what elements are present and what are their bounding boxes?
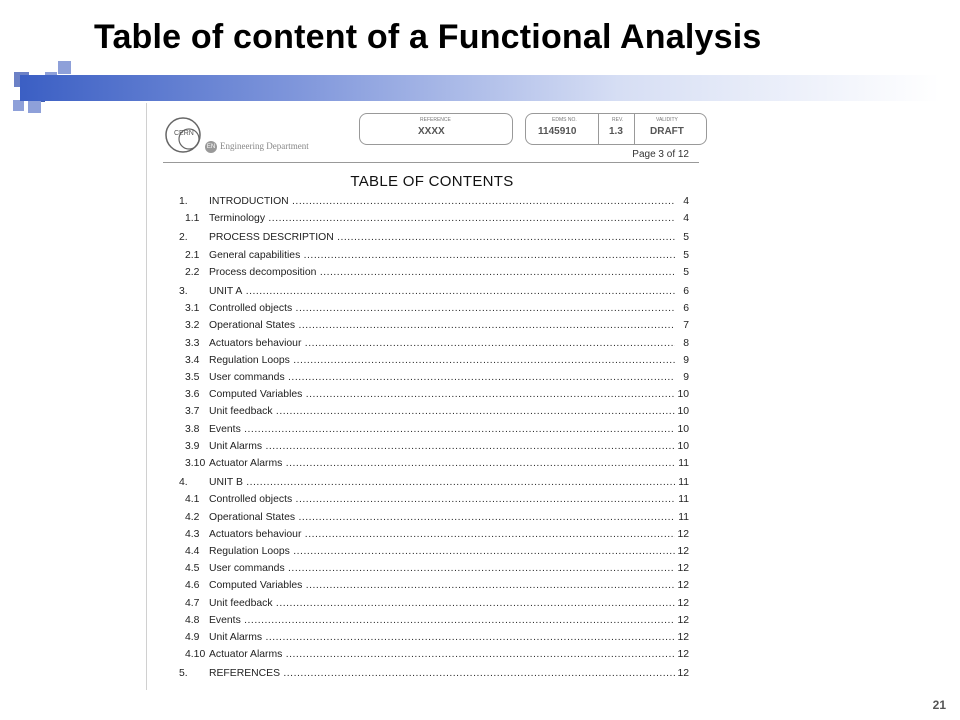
toc-entry-page: 5 bbox=[683, 249, 689, 261]
toc-entry-title: Computed Variables ..... bbox=[209, 579, 675, 593]
toc-entry-title: Controlled objects ..... bbox=[209, 493, 675, 507]
toc-entry-number: 4.4 bbox=[185, 546, 200, 557]
toc-entry bbox=[179, 266, 689, 280]
page-indicator: Page 3 of 12 bbox=[632, 149, 689, 160]
toc-entry-page: 12 bbox=[677, 580, 689, 592]
toc-entry bbox=[179, 457, 689, 471]
edms-label: EDMS NO. bbox=[552, 117, 577, 123]
toc-entry-page: 12 bbox=[677, 649, 689, 661]
toc-entry-title: INTRODUCTION ..... bbox=[209, 195, 675, 209]
toc-entry-number: 3.3 bbox=[185, 337, 200, 349]
decor-square bbox=[13, 100, 24, 111]
divider bbox=[598, 114, 599, 144]
reference-label: REFERENCE bbox=[420, 117, 451, 123]
toc-entry-title: Unit feedback ..... bbox=[209, 597, 675, 611]
department-badge: EN bbox=[205, 141, 217, 153]
toc-entry-page: 5 bbox=[683, 266, 689, 278]
toc-entry-number: 4.3 bbox=[185, 528, 200, 540]
toc-entry bbox=[179, 667, 689, 681]
department-name: EN Engineering Department bbox=[206, 141, 309, 152]
toc-entry-title: General capabilities ..... bbox=[209, 249, 675, 263]
reference-value: XXXX bbox=[418, 126, 445, 137]
toc-entry-number: 3.4 bbox=[185, 354, 200, 366]
toc-entry-title: Actuator Alarms ..... bbox=[209, 648, 675, 662]
toc-entry bbox=[179, 319, 689, 333]
toc-entry bbox=[179, 354, 689, 368]
toc-entry-title: Events ..... bbox=[209, 423, 675, 437]
toc-entry-number: 3.7 bbox=[185, 406, 200, 418]
toc-entry-page: 4 bbox=[683, 196, 689, 207]
toc-entry-page: 11 bbox=[678, 511, 689, 523]
toc-entry-number: 2.2 bbox=[185, 266, 200, 278]
toc-entry-title: UNIT B ..... bbox=[209, 476, 675, 490]
toc-entry-page: 9 bbox=[683, 372, 689, 383]
toc-entry-title: Unit feedback ..... bbox=[209, 405, 675, 419]
toc-entry-number: 4.7 bbox=[185, 597, 200, 609]
toc-entry-title: User commands ..... bbox=[209, 371, 675, 385]
toc-entry-number: 3.8 bbox=[185, 423, 200, 435]
toc-entry-page: 10 bbox=[677, 423, 689, 435]
toc-entry-number: 3.10 bbox=[185, 458, 206, 469]
validity-value: DRAFT bbox=[650, 126, 684, 137]
toc-entry-title: User commands ..... bbox=[209, 562, 675, 576]
toc-entry bbox=[179, 371, 689, 385]
toc-entry bbox=[179, 631, 689, 645]
toc-entry-number: 4.1 bbox=[185, 494, 200, 506]
toc-entry-number: 3. bbox=[179, 286, 188, 297]
toc-entry-page: 10 bbox=[677, 406, 689, 418]
toc-entry-page: 6 bbox=[683, 303, 689, 315]
toc-entry-number: 3.2 bbox=[185, 320, 200, 332]
toc-entry-page: 10 bbox=[677, 440, 689, 452]
toc-entry-number: 4.6 bbox=[185, 580, 200, 592]
divider bbox=[634, 114, 635, 144]
slide-number: 21 bbox=[932, 698, 946, 712]
toc-entry-title: Computed Variables ..... bbox=[209, 388, 675, 402]
toc-entry bbox=[179, 388, 689, 402]
toc-entry-number: 1. bbox=[179, 196, 188, 207]
toc-entry-page: 12 bbox=[677, 632, 689, 643]
toc-entry bbox=[179, 545, 689, 559]
toc-title: TABLE OF CONTENTS bbox=[350, 173, 514, 190]
toc-entry-title: Operational States ..... bbox=[209, 319, 675, 333]
cern-logo-icon bbox=[163, 115, 203, 155]
toc-entry-page: 12 bbox=[677, 614, 689, 626]
toc-entry-page: 12 bbox=[677, 528, 689, 540]
rev-value: 1.3 bbox=[609, 126, 623, 137]
toc-entry-title: Operational States ..... bbox=[209, 511, 675, 525]
toc-entry-title: Actuator Alarms ..... bbox=[209, 457, 675, 471]
toc-entry-title: PROCESS DESCRIPTION ..... bbox=[209, 231, 675, 245]
toc-entry-number: 5. bbox=[179, 668, 188, 680]
toc-entry-number: 3.5 bbox=[185, 372, 200, 383]
toc-entry-title: Unit Alarms ..... bbox=[209, 631, 675, 645]
toc-entry-page: 6 bbox=[683, 286, 689, 297]
toc-entry-page: 12 bbox=[677, 597, 689, 609]
toc-entry-number: 4.9 bbox=[185, 632, 200, 643]
toc-entry-number: 4.10 bbox=[185, 649, 206, 661]
toc-entry bbox=[179, 493, 689, 507]
toc-entry-number: 4.2 bbox=[185, 511, 200, 523]
toc-entry-number: 1.1 bbox=[185, 213, 200, 225]
toc-entry bbox=[179, 440, 689, 454]
decor-square bbox=[58, 61, 71, 74]
toc-entry-title: Actuators behaviour ..... bbox=[209, 528, 675, 542]
toc-entry bbox=[179, 405, 689, 419]
toc-entry-page: 12 bbox=[677, 546, 689, 557]
toc-entry-title: Controlled objects ..... bbox=[209, 302, 675, 316]
toc-entry-title: Unit Alarms ..... bbox=[209, 440, 675, 454]
toc-entry bbox=[179, 302, 689, 316]
validity-label: VALIDITY bbox=[656, 117, 678, 123]
toc-entry-page: 11 bbox=[678, 494, 689, 506]
decor-square bbox=[28, 100, 41, 113]
toc-entry bbox=[179, 195, 689, 209]
document-page-image bbox=[146, 103, 701, 690]
toc-entry-page: 5 bbox=[683, 232, 689, 244]
svg-text:CERN: CERN bbox=[174, 130, 194, 137]
edms-value: 1145910 bbox=[538, 126, 577, 137]
toc-entry-title: Actuators behaviour ..... bbox=[209, 337, 675, 351]
document-header bbox=[163, 111, 699, 155]
toc-entry-number: 4.8 bbox=[185, 614, 200, 626]
toc-entry bbox=[179, 423, 689, 437]
toc-entry bbox=[179, 614, 689, 628]
toc-entry bbox=[179, 231, 689, 245]
toc-entry-page: 9 bbox=[683, 354, 689, 366]
toc-entry-title: UNIT A ..... bbox=[209, 285, 675, 299]
slide-title: Table of content of a Functional Analysis bbox=[94, 18, 762, 56]
toc-entry bbox=[179, 285, 689, 299]
header-rule bbox=[163, 162, 699, 163]
toc-entry bbox=[179, 476, 689, 490]
toc-entry-number: 2.1 bbox=[185, 249, 200, 261]
toc-entry bbox=[179, 579, 689, 593]
toc-entry-number: 3.9 bbox=[185, 440, 200, 452]
toc-entry-number: 4. bbox=[179, 477, 188, 489]
toc-entry-number: 2. bbox=[179, 232, 188, 244]
toc-entry-page: 12 bbox=[677, 563, 689, 575]
toc-entry-title: REFERENCES ..... bbox=[209, 667, 675, 681]
toc-entry-title: Events ..... bbox=[209, 614, 675, 628]
edms-box bbox=[525, 113, 707, 145]
toc-entry-title: Regulation Loops ..... bbox=[209, 545, 675, 559]
toc-entry-number: 4.5 bbox=[185, 563, 200, 575]
toc-entry-title: Process decomposition ..... bbox=[209, 266, 675, 280]
toc-entry-page: 7 bbox=[683, 320, 689, 332]
toc-entry bbox=[179, 212, 689, 226]
toc-entry bbox=[179, 648, 689, 662]
rev-label: REV. bbox=[612, 117, 624, 123]
toc-entry-title: Regulation Loops ..... bbox=[209, 354, 675, 368]
toc-entry bbox=[179, 562, 689, 576]
toc-entry-page: 11 bbox=[678, 477, 689, 489]
toc-entry-title: Terminology ..... bbox=[209, 212, 675, 226]
toc-entry-number: 3.6 bbox=[185, 389, 200, 401]
toc-entry-page: 8 bbox=[683, 337, 689, 349]
toc-entry-page: 10 bbox=[677, 389, 689, 401]
toc-entry-page: 4 bbox=[683, 213, 689, 225]
toc-entry-page: 12 bbox=[677, 668, 689, 680]
toc-entry bbox=[179, 511, 689, 525]
toc-entry bbox=[179, 597, 689, 611]
toc-entry-number: 3.1 bbox=[185, 303, 200, 315]
toc-entry bbox=[179, 337, 689, 351]
reference-box bbox=[359, 113, 513, 145]
toc-entry-page: 11 bbox=[678, 458, 689, 469]
title-underline-bar bbox=[20, 75, 940, 101]
toc-entry bbox=[179, 528, 689, 542]
toc-entry bbox=[179, 249, 689, 263]
